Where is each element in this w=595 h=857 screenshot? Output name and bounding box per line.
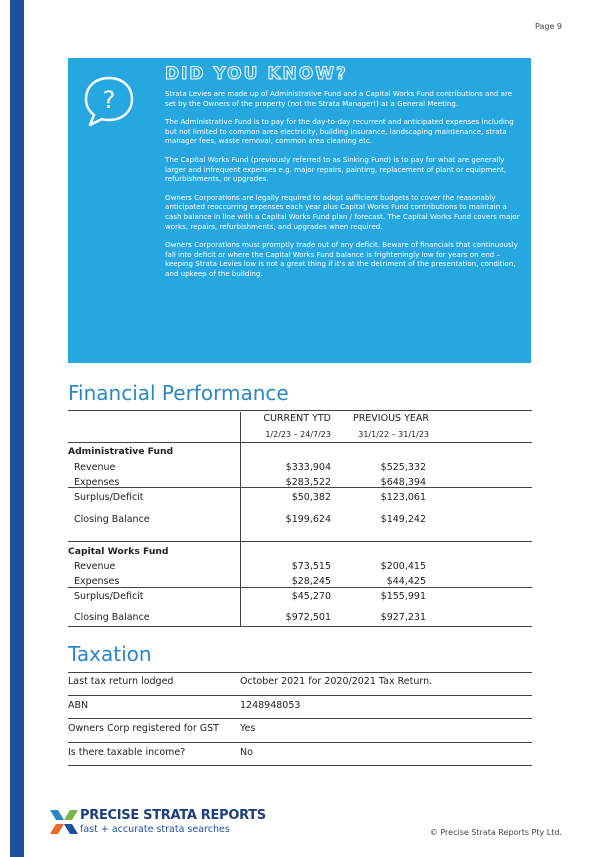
taxation-title: Taxation (68, 642, 152, 666)
table-row (68, 514, 532, 530)
row-label: Is there taxable income? (68, 746, 186, 758)
logo-name: PRECISE STRATA REPORTS (80, 808, 266, 823)
table-header-row (68, 413, 532, 429)
current-value: $333,904 (285, 462, 331, 473)
row-value: 1248948053 (240, 699, 301, 711)
current-value: $45,270 (291, 591, 331, 602)
col-current-header: CURRENT YTD (263, 413, 331, 424)
did-you-know-box (68, 58, 531, 363)
table-date-row (68, 430, 532, 444)
question-bubble-icon (80, 72, 138, 130)
table-row (68, 672, 532, 696)
row-value: Yes (240, 723, 256, 734)
table-row (68, 591, 532, 607)
current-value: $199,624 (285, 514, 331, 525)
row-label: ABN (68, 699, 89, 711)
row-label: Closing Balance (74, 612, 150, 623)
table-rule (68, 410, 532, 411)
row-label: Owners Corp registered for GST (68, 723, 219, 734)
capital-fund-heading-label: Capital Works Fund (68, 546, 169, 557)
table-row (68, 492, 532, 508)
financial-performance-title: Financial Performance (68, 381, 289, 405)
row-label: Expenses (74, 477, 120, 488)
info-box-text (165, 89, 521, 288)
previous-value: $155,991 (380, 591, 426, 602)
table-row (68, 462, 532, 478)
previous-value: $927,231 (380, 612, 426, 623)
previous-value: $123,061 (380, 492, 426, 503)
row-label: Revenue (74, 561, 116, 572)
capital-fund-heading (68, 546, 532, 562)
row-label: Closing Balance (74, 514, 150, 525)
previous-value: $149,242 (380, 514, 426, 525)
col-previous-range: 31/1/22 – 31/1/23 (358, 430, 429, 439)
logo-tagline: fast + accurate strata searches (80, 824, 230, 835)
row-label: Expenses (74, 576, 120, 587)
table-row (68, 612, 532, 628)
page-number: Page 9 (535, 22, 562, 31)
row-label: Last tax return lodged (68, 676, 174, 687)
table-row (68, 743, 532, 767)
copyright-text: © Precise Strata Reports Pty Ltd. (429, 828, 562, 837)
table-row (68, 477, 532, 493)
info-paragraph: Owners Corporations must promptly trade out of any deficit. Beware of financials that continuously fall into deficit or where the Capital Works Fund balance is frighteningly low for years on end – keeping Strata Levies low is not a great thing if it's at the detriment of the presentation, condition, and upkeep of the building. (165, 240, 518, 278)
info-paragraph: Strata Levies are made up of Administrative Fund and a Capital Works Fund contributions and are set by the Owners of the property (not the Strata Manager!) at a General Meeting. (165, 89, 513, 108)
col-previous-header: PREVIOUS YEAR (352, 413, 429, 424)
previous-value: $648,394 (380, 477, 426, 488)
previous-value: $200,415 (380, 561, 426, 572)
current-value: $50,382 (291, 492, 331, 503)
admin-fund-heading (68, 446, 532, 462)
info-paragraph: Owners Corporations are legally required to adopt sufficient budgets to cover the reasonably anticipated reoccurring expenses each year plus Capital Works Fund contributions to maintain a cash balance in line with a Capital Works Fund plan / forecast. The Capital Works Fund covers major works, repairs, refurbishments, and upgrades when required. (165, 192, 520, 231)
admin-fund-heading-label: Administrative Fund (68, 446, 174, 457)
info-paragraph: The Administrative Fund is to pay for the day-to-day recurrent and anticipated expenses including but not limited to common area electricity, building insurance, landscaping maintenance, strata manager fees, waste removal, common area cleaning etc. (165, 117, 514, 146)
col-current-range: 1/2/23 – 24/7/23 (265, 430, 331, 439)
table-row (68, 561, 532, 577)
table-row (68, 576, 532, 592)
row-label: Surplus/Deficit (74, 591, 144, 602)
row-value: No (240, 746, 253, 758)
taxation-table (68, 672, 532, 766)
previous-value: $44,425 (386, 576, 426, 587)
info-paragraph: The Capital Works Fund (previously referred to as Sinking Fund) is to pay for what are generally larger and infrequent expenses e.g. major repairs, painting, replacement of plant or equipment, refurbishments, or upgrades. (165, 154, 507, 184)
info-box-title: DID YOU KNOW? (165, 64, 348, 84)
svg-text:?: ? (102, 86, 116, 114)
current-value: $283,522 (285, 477, 331, 488)
row-label: Surplus/Deficit (74, 492, 144, 503)
current-value: $972,501 (285, 612, 331, 623)
row-label: Revenue (74, 462, 116, 473)
current-value: $73,515 (291, 561, 331, 572)
current-value: $28,245 (291, 576, 331, 587)
logo-mark-icon (50, 808, 78, 836)
left-accent-bar (10, 0, 24, 857)
table-row (68, 696, 532, 720)
row-value: October 2021 for 2020/2021 Tax Return. (240, 676, 433, 687)
table-row (68, 719, 532, 743)
previous-value: $525,332 (380, 462, 426, 473)
financial-table (68, 412, 532, 623)
